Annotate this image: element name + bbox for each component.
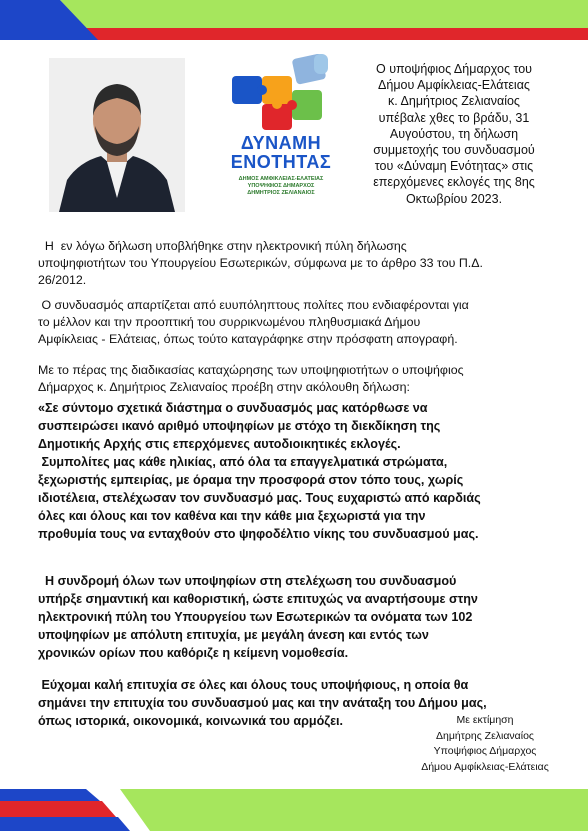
text-line: το μέλλον και την προοπτική του συρρικνωμένου πληθυσμιακά Δήμου <box>38 315 421 329</box>
intro-line: κ. Δημήτριος Ζελιαναίος <box>388 94 520 109</box>
logo-subtitle-line2: ΥΠΟΨΗΦΙΟΣ ΔΗΜΑΡΧΟΣ <box>247 183 315 189</box>
signature-closing: Με εκτίμηση <box>456 714 514 726</box>
text-line: ξεχωριστής εμπειρίας, με όραμα την προσφορά στον τόπο τους, χωρίς <box>38 473 464 487</box>
text-line: σημάνει την επιτυχία του συνδυασμού μας και την ανάταξη του Δήμου μας, <box>38 696 487 710</box>
text-line: Δήμαρχος κ. Δημήτριος Ζελιαναίος προέβη στην ακόλουθη δήλωση: <box>38 380 410 394</box>
text-line: Δημοτικής Αρχής στις επερχόμενες αυτοδιοικητικές εκλογές. <box>38 437 401 451</box>
text-line: Ο συνδυασμός απαρτίζεται από ευυπόληπτους πολίτες που ενδιαφέρονται για <box>38 298 469 312</box>
intro-line: συμμετοχής του συνδυασμού <box>373 143 535 158</box>
text-line: χρονικών ορίων που καθόριζε η κείμενη νομοθεσία. <box>38 646 349 660</box>
text-line: συσπειρώσει ικανό αριθμό υποψηφίων με στόχο τη διεκδίκηση της <box>38 419 441 433</box>
text-line: ιδιοτέλεια, στελέχωσαν τον συνδυασμό μας. Τους ευχαριστώ από καρδιάς <box>38 491 481 505</box>
top-decorative-band <box>0 0 588 46</box>
signature-role: Υποψήφιος Δήμαρχος <box>433 745 537 757</box>
intro-paragraph <box>345 61 563 207</box>
logo-subtitle-line1: ΔΗΜΟΣ ΑΜΦΙΚΛΕΙΑΣ-ΕΛΑΤΕΙΑΣ <box>238 176 324 182</box>
intro-line: υπέβαλε χθες το βράδυ, 31 <box>378 110 530 125</box>
text-line: όπως ιστορικά, οικονομικά, κοινωνικά του αρμόζει. <box>38 714 344 728</box>
bottom-decorative-band <box>0 785 588 831</box>
text-line: υπήρξε σημαντική και καθοριστική, ώστε επιτυχώς να αναρτήσουμε στην <box>38 592 478 606</box>
text-line: Η εν λόγω δήλωση υποβλήθηκε στην ηλεκτρονική πύλη δήλωσης <box>38 239 407 253</box>
logo-subtitle-line3: ΔΗΜΗΤΡΙΟΣ ΖΕΛΙΑΝΑΙΟΣ <box>247 190 315 196</box>
intro-line: Δήμου Αμφίκλειας-Ελάτειας <box>378 78 530 93</box>
candidate-photo <box>49 58 185 212</box>
text-line: Η συνδρομή όλων των υποψηφίων στη στελέχωση του συνδυασμού <box>38 574 457 588</box>
signature-block <box>390 713 580 775</box>
signature-municipality: Δήμου Αμφίκλειας-Ελάτειας <box>421 760 549 773</box>
text-line: Συμπολίτες μας κάθε ηλικίας, από όλα τα επαγγελματικά στρώματα, <box>38 455 448 469</box>
party-logo <box>222 54 340 216</box>
text-line: Με το πέρας της διαδικασίας καταχώρησης των υποψηφιοτήτων ο υποψήφιος <box>38 363 464 377</box>
logo-name-line1: ΔΥΝΑΜΗ <box>240 133 322 153</box>
text-line: προθυμία τους να ενταχθούν στο ψηφοδέλτιο νίκης του συνδυασμού μας. <box>38 527 479 541</box>
text-line: «Σε σύντομο σχετικά διάστημα ο συνδυασμός μας κατόρθωσε να <box>38 401 428 415</box>
intro-line: του «Δύναμη Ενότητας» στις <box>374 159 534 174</box>
intro-line: Ο υποψήφιος Δήμαρχος του <box>376 62 532 76</box>
logo-name-line2: ΕΝΟΤΗΤΑΣ <box>230 152 332 172</box>
text-line: υποψηφιοτήτων του Υπουργείου Εσωτερικών, σύμφωνα με το άρθρο 33 του Π.Δ. <box>38 256 483 270</box>
quote-paragraph-2 <box>38 572 558 662</box>
quote-paragraph-1 <box>38 399 558 543</box>
intro-line: Οκτωβρίου 2023. <box>405 191 503 206</box>
paragraph-coalition <box>38 297 558 348</box>
intro-line: Αυγούστου, τη δήλωση <box>389 126 519 141</box>
paragraph-statement-intro <box>38 362 558 396</box>
intro-line: επερχόμενες εκλογές της 8ης <box>373 175 535 190</box>
text-line: ηλεκτρονική πύλη του Υπουργείου των Εσωτερικών τα ονόματα των 102 <box>38 610 473 624</box>
text-line: υποψηφίων με απόλυτη επιτυχία, με μεγάλη άνεση και εντός των <box>38 628 429 642</box>
paragraph-submission <box>38 238 558 289</box>
text-line: 26/2012. <box>38 273 87 287</box>
text-line: Αμφίκλειας - Ελάτειας, όπως τούτο καταγράφηκε στην πρόσφατη απογραφή. <box>38 332 458 346</box>
text-line: όλες και όλους και τον καθένα και την κάθε μια ξεχωριστά για την <box>38 509 426 523</box>
text-line: Εύχομαι καλή επιτυχία σε όλες και όλους τους υποψήφιους, η οποία θα <box>38 678 469 692</box>
signature-name: Δημήτρης Ζελιαναίος <box>436 729 534 742</box>
